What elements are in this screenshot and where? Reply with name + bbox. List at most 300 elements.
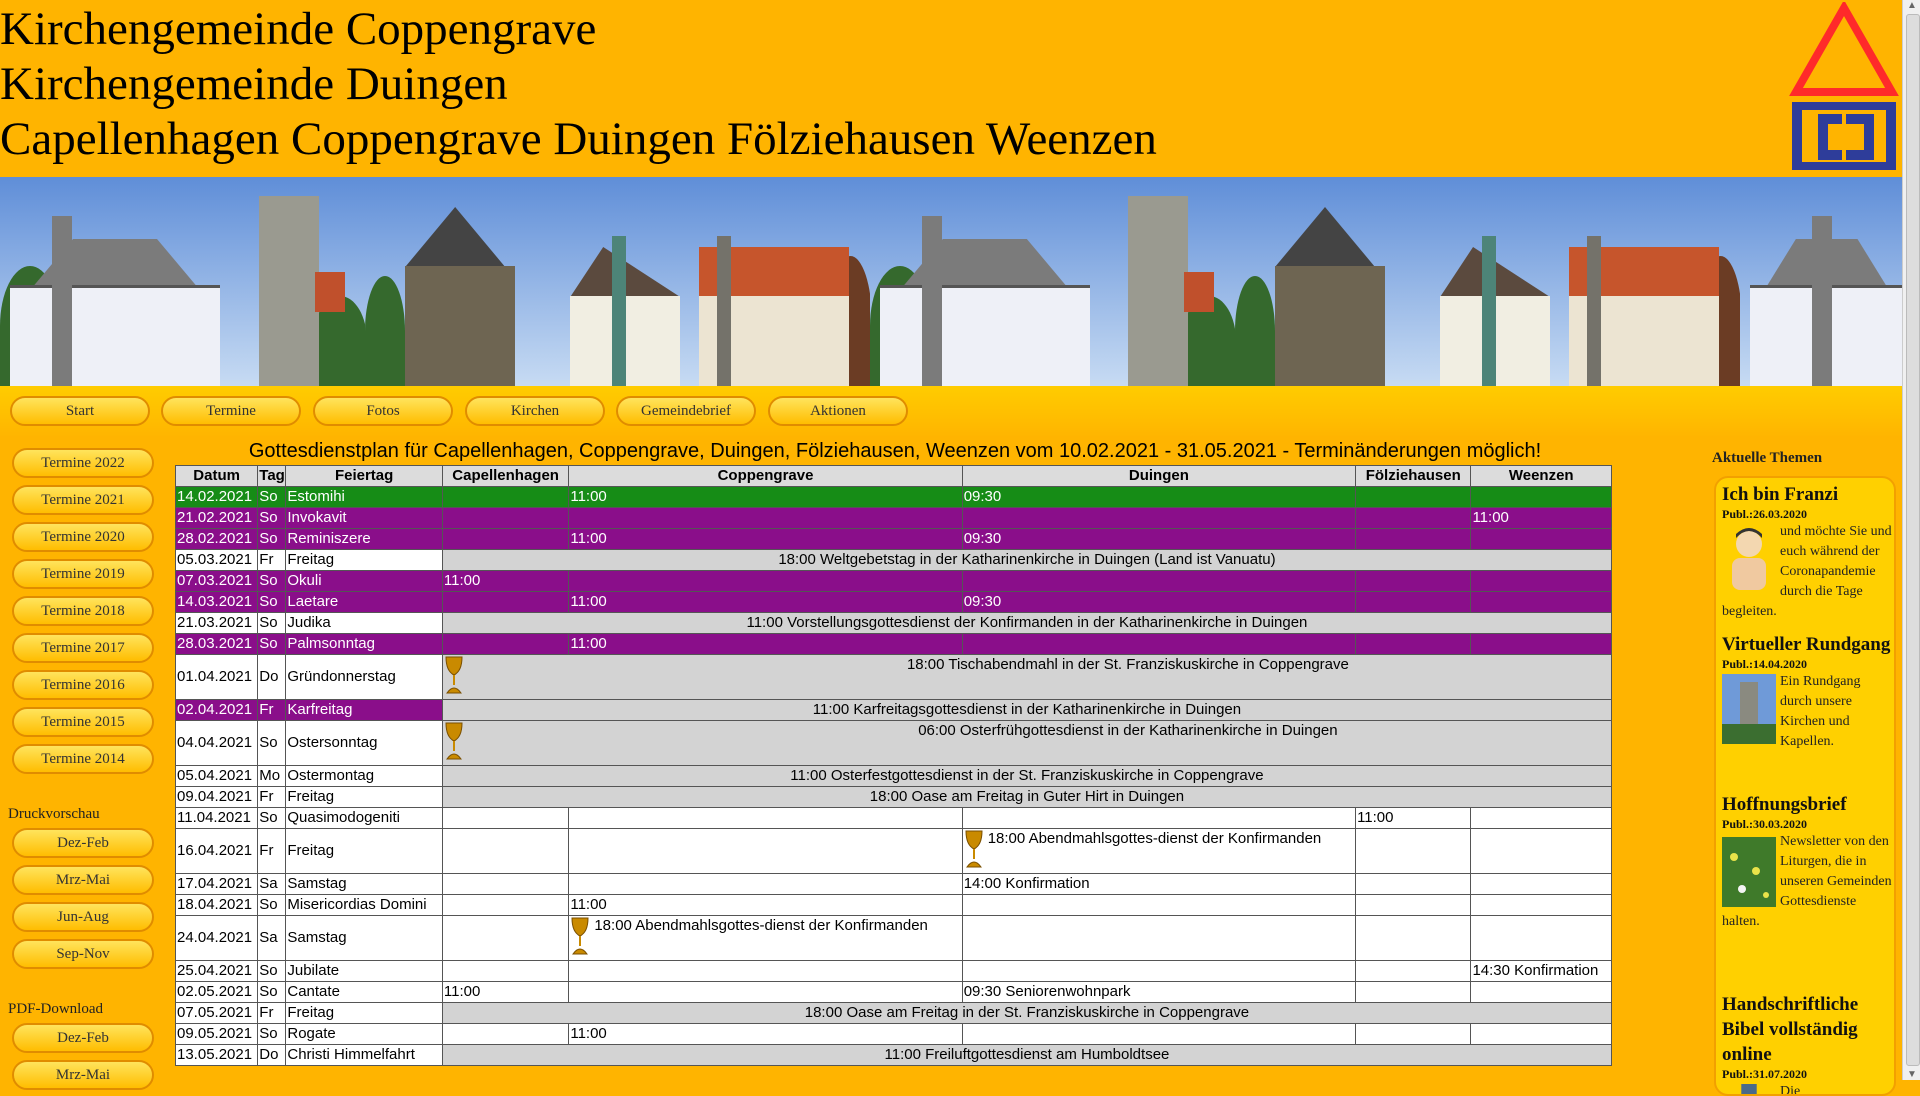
nav-start[interactable]: Start	[10, 396, 150, 426]
cell-feiertag	[286, 487, 443, 508]
cell-datum-text: 13.05.2021	[177, 1046, 253, 1063]
cell-feiertag	[286, 550, 443, 571]
cell-datum-text: 04.04.2021	[177, 734, 253, 751]
column-header-weenzen: Weenzen	[1471, 466, 1612, 487]
cell-datum	[176, 874, 258, 895]
cell-datum	[176, 1045, 258, 1066]
main-content	[170, 438, 1710, 1080]
header-title-line-3: Capellenhagen Coppengrave Duingen Fölziehausen Weenzen	[0, 113, 1157, 165]
cell-tag	[258, 550, 286, 571]
logo-icon	[1788, 2, 1900, 174]
cell-datum	[176, 808, 258, 829]
termine-2021-button[interactable]: Termine 2021	[12, 485, 154, 515]
cell-cap	[442, 571, 568, 592]
cell-tag	[258, 982, 286, 1003]
cell-feiertag	[286, 508, 443, 529]
cell-cap	[442, 1024, 568, 1045]
cell-datum	[176, 766, 258, 787]
cell-datum-text: 21.03.2021	[177, 614, 253, 631]
cell-dui	[962, 1024, 1355, 1045]
cell-feiertag-text: Invokavit	[287, 509, 347, 526]
table-row	[176, 1024, 1612, 1045]
current-topics-box	[1714, 476, 1896, 1096]
cell-tag-text: Mo	[259, 767, 281, 784]
cell-cap	[442, 508, 568, 529]
cell-feiertag-text: Ostermontag	[287, 767, 375, 784]
cell-datum	[176, 829, 258, 874]
cell-event-span-text: 18:00 Weltgebetstag in der Katharinenkirche in Duingen (Land ist Vanuatu)	[778, 551, 1276, 568]
cell-foe	[1356, 508, 1471, 529]
cell-datum-text: 16.04.2021	[177, 842, 253, 859]
cell-foe	[1356, 916, 1471, 961]
termine-2018-button[interactable]: Termine 2018	[12, 596, 154, 626]
table-header-row	[176, 466, 1612, 487]
column-header-tag: Tag	[258, 466, 286, 487]
cell-wee	[1471, 808, 1612, 829]
cell-feiertag	[286, 721, 443, 766]
cell-datum	[176, 787, 258, 808]
topic-text: und möchte Sie und euch während der Coronapandemie durch die Tage begleiten.	[1722, 524, 1892, 619]
table-row	[176, 961, 1612, 982]
cell-datum-text: 14.03.2021	[177, 593, 253, 610]
cell-tag-text: So	[259, 509, 278, 526]
cell-datum	[176, 613, 258, 634]
church-photo-capellenhagen-2	[870, 177, 1097, 386]
cell-datum	[176, 571, 258, 592]
cell-tag	[258, 529, 286, 550]
cell-dui	[962, 592, 1355, 613]
cell-foe	[1356, 982, 1471, 1003]
cell-cop-text: 11:00	[570, 896, 607, 913]
cell-wee	[1471, 1024, 1612, 1045]
cell-datum	[176, 529, 258, 550]
cell-feiertag-text: Laetare	[287, 593, 339, 610]
cell-feiertag-text: Christi Himmelfahrt	[287, 1046, 415, 1063]
termine-2022-button[interactable]: Termine 2022	[12, 448, 154, 478]
topic-date: Publ.:30.03.2020	[1722, 817, 1808, 831]
table-row	[176, 721, 1612, 766]
cell-event-span	[442, 550, 1611, 571]
scrollbar-thumb[interactable]	[1906, 14, 1920, 1066]
cell-datum	[176, 550, 258, 571]
cell-event-span-text: 11:00 Freiluftgottesdienst am Humboldtsee	[884, 1046, 1170, 1063]
cell-tag-text: So	[259, 614, 278, 631]
cell-feiertag	[286, 808, 443, 829]
cell-feiertag	[286, 829, 443, 874]
topic-title[interactable]: Hoffnungsbrief	[1722, 794, 1847, 815]
cell-foe	[1356, 1024, 1471, 1045]
cell-tag-text: Fr	[259, 1004, 274, 1021]
termine-2020-button[interactable]: Termine 2020	[12, 522, 154, 552]
cell-cap	[442, 895, 568, 916]
cell-event-span-text: 11:00 Vorstellungsgottesdienst der Konfirmanden in der Katharinenkirche in Duingen	[746, 614, 1308, 631]
cell-dui-text: 09:30	[963, 593, 1002, 610]
cell-tag-text: Do	[259, 1046, 279, 1063]
termine-2017-button[interactable]: Termine 2017	[12, 633, 154, 663]
cell-feiertag-text: Samstag	[287, 875, 347, 892]
table-row	[176, 829, 1612, 874]
cell-wee	[1471, 571, 1612, 592]
cell-dui	[962, 982, 1355, 1003]
cell-feiertag-text: Freitag	[287, 1004, 335, 1021]
cell-tag	[258, 1045, 286, 1066]
cell-tag-text: Fr	[259, 551, 274, 568]
topic-hoffnungsbrief[interactable]	[1722, 792, 1892, 932]
cell-cop	[569, 571, 962, 592]
cell-tag	[258, 700, 286, 721]
cell-datum-text: 05.04.2021	[177, 767, 253, 784]
cell-datum-text: 01.04.2021	[177, 668, 253, 685]
church-tower-thumbnail-icon	[1722, 674, 1776, 744]
cell-tag-text: So	[259, 572, 278, 589]
cell-cop	[569, 895, 962, 916]
druck-dez-feb-button[interactable]: Dez-Feb	[12, 828, 154, 858]
cell-tag-text: So	[259, 593, 278, 610]
header-title-line-2: Kirchengemeinde Duingen	[0, 58, 508, 110]
table-row	[176, 982, 1612, 1003]
cell-wee	[1471, 982, 1612, 1003]
cell-datum	[176, 508, 258, 529]
cell-feiertag-text: Quasimodogeniti	[287, 809, 400, 826]
chalice-icon	[444, 655, 464, 695]
cell-foe	[1356, 895, 1471, 916]
nav-kirchen[interactable]: Kirchen	[465, 396, 605, 426]
cell-tag-text: So	[259, 530, 278, 547]
cell-event-span	[442, 655, 1611, 700]
cell-feiertag	[286, 613, 443, 634]
pdf-dez-feb-button[interactable]: Dez-Feb	[12, 1023, 154, 1053]
cell-foe	[1356, 874, 1471, 895]
cell-event-span-text: 18:00 Oase am Freitag in der St. Franziskuskirche in Coppengrave	[804, 1004, 1250, 1021]
topic-title[interactable]: Virtueller Rundgang	[1722, 634, 1891, 655]
cell-tag	[258, 487, 286, 508]
cell-feiertag-text: Ostersonntag	[287, 734, 378, 751]
cell-dui-text: 09:30	[963, 488, 1002, 505]
cell-wee	[1471, 592, 1612, 613]
druck-sep-nov-button[interactable]: Sep-Nov	[12, 939, 154, 969]
table-row	[176, 613, 1612, 634]
church-photo-tower-1	[227, 177, 366, 386]
topic-title[interactable]: Ich bin Franzi	[1722, 484, 1839, 505]
cell-cop-text: 11:00	[570, 1025, 607, 1042]
cell-wee-text: 11:00	[1472, 509, 1509, 526]
cell-tag	[258, 655, 286, 700]
column-header-datum: Datum	[176, 466, 258, 487]
cell-tag-text: Fr	[259, 842, 274, 859]
cell-datum-text: 11.04.2021	[177, 809, 251, 826]
cell-tag-text: So	[259, 896, 278, 913]
cell-feiertag	[286, 529, 443, 550]
column-header-duingen: Duingen	[962, 466, 1355, 487]
cell-foe-text: 11:00	[1357, 809, 1394, 826]
topic-virtual-tour[interactable]	[1722, 632, 1892, 752]
cell-feiertag-text: Karfreitag	[287, 701, 353, 718]
cell-datum	[176, 634, 258, 655]
flower-meadow-thumbnail-icon	[1722, 834, 1776, 910]
cell-datum-text: 14.02.2021	[177, 488, 253, 505]
cell-cop-text: 11:00	[570, 635, 607, 652]
chalice-icon	[444, 721, 464, 761]
cell-datum-text: 02.04.2021	[177, 701, 253, 718]
cell-foe	[1356, 592, 1471, 613]
cell-feiertag	[286, 700, 443, 721]
cell-feiertag	[286, 982, 443, 1003]
cell-feiertag	[286, 1024, 443, 1045]
cell-cop-text: 11:00	[570, 530, 607, 547]
cell-tag-text: So	[259, 809, 278, 826]
scroll-up-arrow-icon[interactable]: ▲	[1907, 0, 1917, 11]
cell-datum-text: 05.03.2021	[177, 551, 253, 568]
topic-franzi[interactable]	[1722, 482, 1892, 622]
worship-schedule-table	[175, 465, 1612, 1066]
chalice-icon	[570, 916, 590, 956]
cell-event-span-text: 06:00 Osterfrühgottesdienst in der Katharinenkirche in Duingen	[918, 722, 1338, 739]
cell-dui-text: 14:00 Konfirmation	[963, 875, 1090, 892]
cell-dui-text: 09:30	[963, 530, 1002, 547]
table-row	[176, 592, 1612, 613]
cell-tag-text: Sa	[259, 929, 278, 946]
topic-date: Publ.:31.07.2020	[1722, 1067, 1808, 1081]
cell-cap	[442, 808, 568, 829]
table-row	[176, 529, 1612, 550]
page-scrollbar[interactable]	[1902, 0, 1920, 1080]
column-header-foelziehausen: Fölziehausen	[1356, 466, 1471, 487]
cell-feiertag-text: Jubilate	[287, 962, 340, 979]
pdf-mrz-mai-button[interactable]: Mrz-Mai	[12, 1060, 154, 1090]
table-row	[176, 508, 1612, 529]
cell-dui	[962, 916, 1355, 961]
cell-datum-text: 28.03.2021	[177, 635, 253, 652]
cell-cop	[569, 808, 962, 829]
cell-feiertag	[286, 787, 443, 808]
cell-tag-text: So	[259, 1025, 278, 1042]
cell-datum-text: 24.04.2021	[177, 929, 253, 946]
cell-datum-text: 17.04.2021	[177, 875, 253, 892]
nav-gemeindebrief[interactable]: Gemeindebrief	[616, 396, 756, 426]
table-row	[176, 808, 1612, 829]
table-row	[176, 571, 1612, 592]
cell-wee-text: 14:30 Konfirmation	[1472, 962, 1599, 979]
topic-handwritten-bible[interactable]	[1722, 992, 1892, 1096]
church-photo-strip	[0, 177, 1902, 386]
table-row	[176, 1003, 1612, 1024]
cell-datum-text: 21.02.2021	[177, 509, 253, 526]
cell-cap	[442, 829, 568, 874]
cell-datum-text: 09.04.2021	[177, 788, 253, 805]
cell-feiertag	[286, 571, 443, 592]
scroll-down-arrow-icon[interactable]: ▼	[1907, 1069, 1917, 1080]
cell-tag	[258, 1003, 286, 1024]
nav-fotos[interactable]: Fotos	[313, 396, 453, 426]
termine-2014-button[interactable]: Termine 2014	[12, 744, 154, 774]
cell-cop	[569, 1024, 962, 1045]
column-header-coppengrave: Coppengrave	[569, 466, 962, 487]
cell-tag-text: So	[259, 734, 278, 751]
cell-foe	[1356, 808, 1471, 829]
cell-wee	[1471, 529, 1612, 550]
cell-tag	[258, 874, 286, 895]
termine-2015-button[interactable]: Termine 2015	[12, 707, 154, 737]
header-title-line-1: Kirchengemeinde Coppengrave	[0, 3, 597, 55]
column-header-capellenhagen: Capellenhagen	[442, 466, 568, 487]
topic-date: Publ.:26.03.2020	[1722, 507, 1808, 521]
cell-wee	[1471, 508, 1612, 529]
cell-datum-text: 28.02.2021	[177, 530, 253, 547]
cell-tag	[258, 571, 286, 592]
cell-foe	[1356, 487, 1471, 508]
cell-feiertag-text: Misericordias Domini	[287, 896, 427, 913]
cell-dui-text: 18:00 Abendmahlsgottes-dienst der Konfirmanden	[987, 830, 1322, 847]
cell-datum	[176, 895, 258, 916]
cell-cop	[569, 487, 962, 508]
cell-cap	[442, 634, 568, 655]
church-photo-capellenhagen-3	[1740, 177, 1902, 386]
right-sidebar	[1710, 438, 1902, 1096]
termine-2016-button[interactable]: Termine 2016	[12, 670, 154, 700]
cell-event-span	[442, 613, 1611, 634]
cell-event-span-text: 18:00 Tischabendmahl in der St. Franziskuskirche in Coppengrave	[906, 656, 1349, 673]
cell-datum-text: 07.03.2021	[177, 572, 253, 589]
cell-datum	[176, 916, 258, 961]
cell-tag-text: Do	[259, 668, 279, 685]
cell-tag	[258, 508, 286, 529]
cell-tag-text: So	[259, 983, 278, 1000]
cell-cop-text: 11:00	[570, 488, 607, 505]
cell-tag	[258, 787, 286, 808]
cell-wee	[1471, 895, 1612, 916]
cell-dui	[962, 529, 1355, 550]
cell-cop-text: 18:00 Abendmahlsgottes-dienst der Konfirmanden	[594, 917, 928, 934]
cell-tag	[258, 1024, 286, 1045]
topic-date: Publ.:14.04.2020	[1722, 657, 1808, 671]
cell-dui-text: 09:30 Seniorenwohnpark	[963, 983, 1131, 1000]
cell-feiertag-text: Samstag	[287, 929, 347, 946]
cell-tag	[258, 592, 286, 613]
cell-datum-text: 18.04.2021	[177, 896, 253, 913]
cell-dui	[962, 961, 1355, 982]
druck-mrz-mai-button[interactable]: Mrz-Mai	[12, 865, 154, 895]
cell-feiertag-text: Gründonnerstag	[287, 668, 396, 685]
table-row	[176, 874, 1612, 895]
cell-cap	[442, 592, 568, 613]
table-row	[176, 487, 1612, 508]
cell-datum	[176, 700, 258, 721]
cell-cap	[442, 874, 568, 895]
cell-cop	[569, 592, 962, 613]
cell-tag-text: Sa	[259, 875, 278, 892]
table-row	[176, 550, 1612, 571]
cell-tag-text: Fr	[259, 788, 274, 805]
cell-cop	[569, 508, 962, 529]
termine-2019-button[interactable]: Termine 2019	[12, 559, 154, 589]
cell-datum	[176, 1003, 258, 1024]
cell-feiertag-text: Estomihi	[287, 488, 345, 505]
nav-aktionen[interactable]: Aktionen	[768, 396, 908, 426]
cell-tag	[258, 829, 286, 874]
cell-tag	[258, 634, 286, 655]
cell-event-span	[442, 721, 1611, 766]
druck-jun-aug-button[interactable]: Jun-Aug	[12, 902, 154, 932]
cell-dui	[962, 571, 1355, 592]
cell-event-span	[442, 766, 1611, 787]
cell-event-span	[442, 1003, 1611, 1024]
church-photo-capellenhagen	[0, 177, 227, 386]
cell-datum	[176, 487, 258, 508]
table-row	[176, 766, 1612, 787]
cell-tag	[258, 766, 286, 787]
current-topics-heading: Aktuelle Themen	[1712, 450, 1823, 466]
cell-feiertag-text: Judika	[287, 614, 331, 631]
cell-datum-text: 02.05.2021	[177, 983, 253, 1000]
cell-dui	[962, 808, 1355, 829]
cell-cop	[569, 874, 962, 895]
cell-feiertag	[286, 592, 443, 613]
cell-foe	[1356, 829, 1471, 874]
cell-wee	[1471, 961, 1612, 982]
church-photo-stone-2	[1235, 177, 1420, 386]
cell-wee	[1471, 916, 1612, 961]
cell-feiertag-text: Freitag	[287, 842, 335, 859]
cell-tag	[258, 808, 286, 829]
franzi-figure-icon	[1722, 524, 1776, 594]
nav-termine[interactable]: Termine	[161, 396, 301, 426]
cell-cop	[569, 982, 962, 1003]
topic-title[interactable]: Handschriftliche Bibel vollständig online	[1722, 994, 1859, 1065]
cell-tag-text: So	[259, 488, 278, 505]
cell-feiertag	[286, 634, 443, 655]
cell-feiertag	[286, 1003, 443, 1024]
cell-wee	[1471, 874, 1612, 895]
cell-event-span	[442, 1045, 1611, 1066]
cell-dui	[962, 634, 1355, 655]
left-sidebar	[0, 438, 165, 1083]
cell-event-span	[442, 787, 1611, 808]
cell-cap	[442, 529, 568, 550]
cell-feiertag	[286, 874, 443, 895]
church-photo-red-roof-2	[1559, 177, 1740, 386]
cell-cop	[569, 529, 962, 550]
church-photo-white-2	[1420, 177, 1559, 386]
cell-datum	[176, 592, 258, 613]
cell-datum-text: 07.05.2021	[177, 1004, 253, 1021]
cell-feiertag	[286, 655, 443, 700]
pdf-download-heading: PDF-Download	[8, 1001, 104, 1017]
cell-tag	[258, 895, 286, 916]
cell-dui	[962, 895, 1355, 916]
cell-datum	[176, 721, 258, 766]
cell-event-span-text: 11:00 Osterfestgottesdienst in der St. Franziskuskirche in Coppengrave	[790, 767, 1264, 784]
cell-feiertag	[286, 1045, 443, 1066]
church-photo-stone-1	[365, 177, 550, 386]
cell-cap	[442, 961, 568, 982]
cell-feiertag-text: Okuli	[287, 572, 322, 589]
cell-datum	[176, 1024, 258, 1045]
cell-cap-text: 11:00	[443, 983, 481, 1000]
table-row	[176, 787, 1612, 808]
table-row	[176, 634, 1612, 655]
cell-cop	[569, 829, 962, 874]
cell-cop	[569, 961, 962, 982]
cell-wee	[1471, 634, 1612, 655]
cell-foe	[1356, 529, 1471, 550]
cell-datum-text: 09.05.2021	[177, 1025, 253, 1042]
church-photo-tower-2	[1096, 177, 1235, 386]
cell-dui	[962, 829, 1355, 874]
site-header	[0, 0, 1902, 177]
cell-wee	[1471, 829, 1612, 874]
topic-text: Newsletter von den Liturgen, die in unseren Gemeinden Gottesdienste halten.	[1722, 834, 1892, 929]
cell-feiertag-text: Cantate	[287, 983, 340, 1000]
